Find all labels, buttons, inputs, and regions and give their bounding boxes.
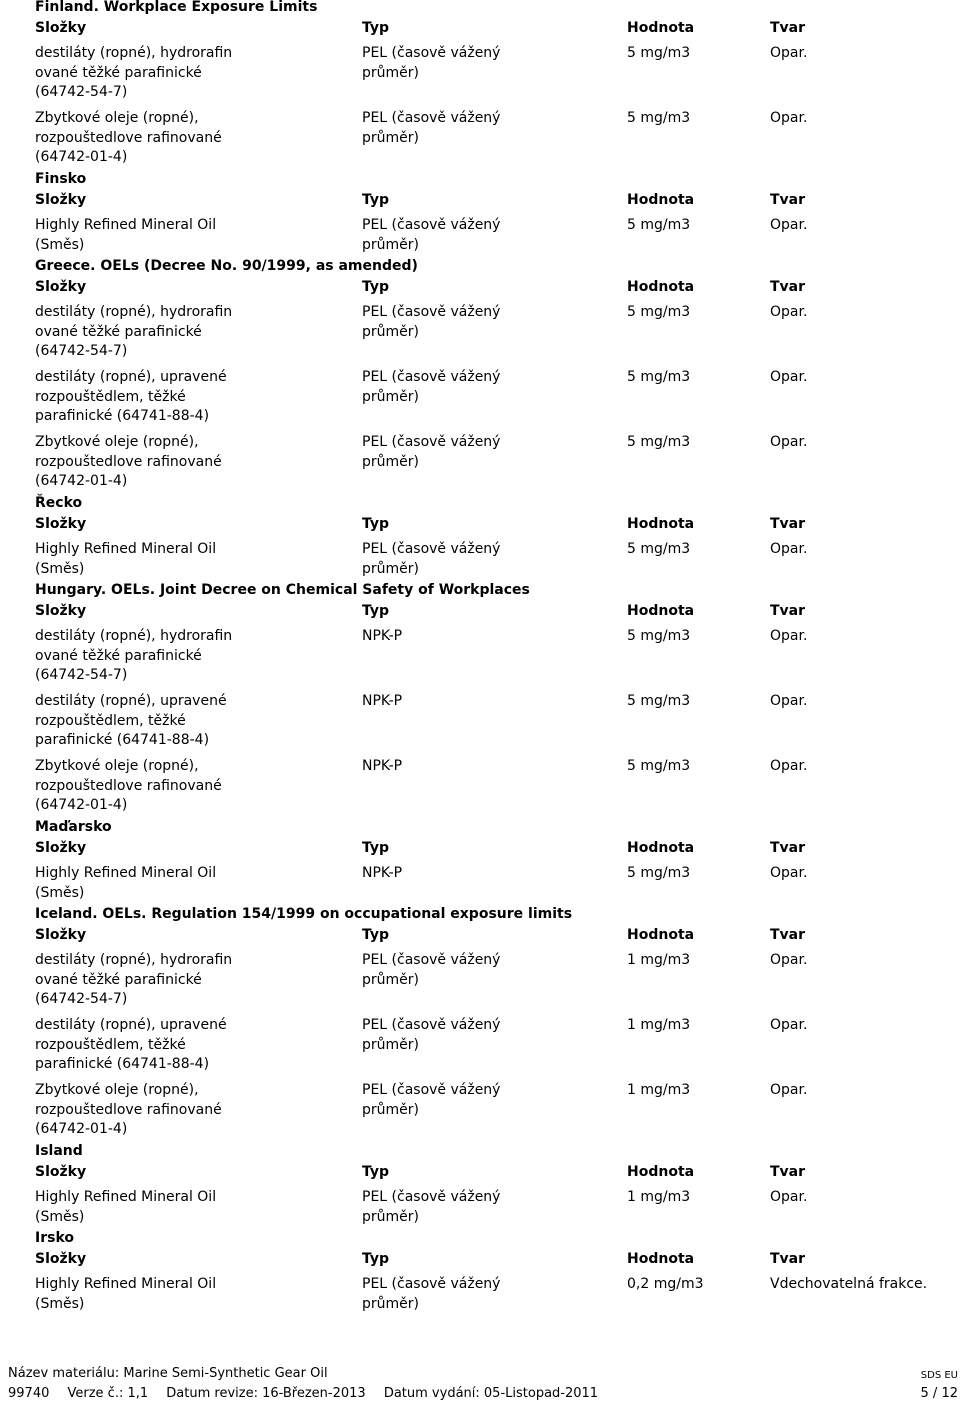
column-header-c3: Hodnota [627,1251,695,1267]
limit-value: 1 mg/m3 [627,1017,691,1033]
page-footer [8,1366,958,1406]
column-header-c1: Složky [35,1164,87,1180]
column-header-c2: Typ [362,603,390,619]
section-title: Iceland. OELs. Regulation 154/1999 on occupational exposure limits [35,906,573,922]
column-header-c1: Složky [35,840,87,856]
column-header-c1: Složky [35,279,87,295]
limit-form: Opar. [770,1082,808,1098]
column-header-c2: Typ [362,1164,390,1180]
table-row [35,433,955,492]
table-row [35,1275,955,1314]
limit-form: Opar. [770,952,808,968]
limit-value: 5 mg/m3 [627,304,691,320]
table-row [35,540,955,579]
component-name: Highly Refined Mineral Oil (Směs) [35,541,217,577]
component-name: Highly Refined Mineral Oil (Směs) [35,1276,217,1312]
limit-type: PEL (časově vážený průměr) [362,1017,501,1053]
limit-value: 5 mg/m3 [627,369,691,385]
revision-date: Datum revize: 16-Březen-2013 [166,1386,366,1401]
limit-type: NPK-P [362,628,403,644]
column-header-c4: Tvar [770,20,806,36]
product-code: 99740 [8,1386,50,1401]
section-title: Hungary. OELs. Joint Decree on Chemical Safety of Workplaces [35,582,530,598]
limit-value: 5 mg/m3 [627,217,691,233]
table-header [35,514,955,534]
limit-type: PEL (časově vážený průměr) [362,110,501,146]
limit-type: PEL (časově vážený průměr) [362,541,501,577]
column-header-c3: Hodnota [627,516,695,532]
limit-form: Opar. [770,541,808,557]
page-number: 5 / 12 [920,1386,958,1401]
limit-value: 0,2 mg/m3 [627,1276,704,1292]
table-header [35,190,955,210]
limit-value: 5 mg/m3 [627,758,691,774]
column-header-c1: Složky [35,1251,87,1267]
limit-type: PEL (časově vážený průměr) [362,45,501,81]
column-header-c2: Typ [362,20,390,36]
section-title: Finland. Workplace Exposure Limits [35,0,318,15]
component-name: destiláty (ropné), upravené rozpouštědlem, těžké parafinické (64741-88-4) [35,693,227,748]
document-info [8,1386,612,1401]
limit-type: PEL (časově vážený průměr) [362,952,501,988]
table-row [35,303,955,362]
section-title: Island [35,1143,83,1159]
column-header-c1: Složky [35,516,87,532]
limit-type: PEL (časově vážený průměr) [362,369,501,405]
section-title: Finsko [35,171,87,187]
column-header-c3: Hodnota [627,279,695,295]
component-name: Highly Refined Mineral Oil (Směs) [35,865,217,901]
limit-type: PEL (časově vážený průměr) [362,304,501,340]
limit-form: Opar. [770,693,808,709]
exposure-limits-content [35,0,955,1314]
version-number: Verze č.: 1,1 [67,1386,149,1401]
limit-type: NPK-P [362,693,403,709]
table-header [35,1249,955,1269]
limit-form: Opar. [770,369,808,385]
limit-value: 5 mg/m3 [627,693,691,709]
limit-value: 1 mg/m3 [627,1189,691,1205]
limits-section [35,1227,955,1314]
component-name: destiláty (ropné), upravené rozpouštědlem, těžké parafinické (64741-88-4) [35,369,227,424]
column-header-c3: Hodnota [627,840,695,856]
column-header-c1: Složky [35,927,87,943]
column-header-c3: Hodnota [627,192,695,208]
column-header-c3: Hodnota [627,603,695,619]
component-name: destiláty (ropné), upravené rozpouštědlem, těžké parafinické (64741-88-4) [35,1017,227,1072]
limits-section [35,816,955,903]
limit-type: PEL (časově vážený průměr) [362,1082,501,1118]
table-header [35,601,955,621]
limit-form: Opar. [770,628,808,644]
table-row [35,1016,955,1075]
limit-form: Opar. [770,217,808,233]
table-header [35,838,955,858]
component-name: Zbytkové oleje (ropné), rozpouštedlove rafinované (64742-01-4) [35,1082,222,1137]
table-row [35,692,955,751]
limit-value: 1 mg/m3 [627,952,691,968]
exposure-limit-sections [35,0,955,1314]
limit-form: Opar. [770,1017,808,1033]
component-name: Zbytkové oleje (ropné), rozpouštedlove rafinované (64742-01-4) [35,110,222,165]
component-name: destiláty (ropné), hydrorafin ované těžké parafinické (64742-54-7) [35,45,233,100]
material-name: Název materiálu: Marine Semi-Synthetic Gear Oil [8,1366,328,1381]
table-row [35,216,955,255]
table-header [35,1162,955,1182]
component-name: Zbytkové oleje (ropné), rozpouštedlove rafinované (64742-01-4) [35,434,222,489]
column-header-c2: Typ [362,279,390,295]
component-name: destiláty (ropné), hydrorafin ované těžké parafinické (64742-54-7) [35,304,233,359]
limit-form: Opar. [770,110,808,126]
limit-type: PEL (časově vážený průměr) [362,434,501,470]
limit-value: 5 mg/m3 [627,110,691,126]
table-row [35,757,955,816]
column-header-c4: Tvar [770,516,806,532]
limit-type: NPK-P [362,865,403,881]
limit-value: 5 mg/m3 [627,434,691,450]
column-header-c1: Složky [35,192,87,208]
column-header-c3: Hodnota [627,1164,695,1180]
limit-form: Opar. [770,45,808,61]
section-title: Řecko [35,495,83,511]
column-header-c4: Tvar [770,192,806,208]
column-header-c3: Hodnota [627,927,695,943]
column-header-c4: Tvar [770,1251,806,1267]
limits-section [35,168,955,255]
limit-form: Vdechovatelná frakce. [770,1276,928,1292]
column-header-c4: Tvar [770,1164,806,1180]
limit-value: 1 mg/m3 [627,1082,691,1098]
section-title: Greece. OELs (Decree No. 90/1999, as amended) [35,258,418,274]
table-header [35,925,955,945]
component-name: Highly Refined Mineral Oil (Směs) [35,1189,217,1225]
section-title: Irsko [35,1230,74,1246]
column-header-c2: Typ [362,1251,390,1267]
limits-section [35,903,955,1140]
column-header-c1: Složky [35,20,87,36]
column-header-c4: Tvar [770,840,806,856]
limit-type: NPK-P [362,758,403,774]
component-name: destiláty (ropné), hydrorafin ované těžké parafinické (64742-54-7) [35,952,233,1007]
limit-type: PEL (časově vážený průměr) [362,217,501,253]
column-header-c1: Složky [35,603,87,619]
component-name: destiláty (ropné), hydrorafin ované těžké parafinické (64742-54-7) [35,628,233,683]
limit-form: Opar. [770,865,808,881]
limit-type: PEL (časově vážený průměr) [362,1189,501,1225]
issue-date: Datum vydání: 05-Listopad-2011 [383,1386,599,1401]
limits-section [35,579,955,816]
limits-section [35,492,955,579]
limits-section [35,0,955,168]
limit-form: Opar. [770,758,808,774]
component-name: Highly Refined Mineral Oil (Směs) [35,217,217,253]
table-row [35,1081,955,1140]
table-header [35,18,955,38]
table-row [35,864,955,903]
column-header-c3: Hodnota [627,20,695,36]
column-header-c4: Tvar [770,603,806,619]
limit-value: 5 mg/m3 [627,865,691,881]
table-header [35,277,955,297]
column-header-c4: Tvar [770,927,806,943]
section-title: Maďarsko [35,819,112,835]
table-row [35,951,955,1010]
column-header-c2: Typ [362,192,390,208]
limit-form: Opar. [770,1189,808,1205]
table-row [35,368,955,427]
column-header-c2: Typ [362,840,390,856]
limit-form: Opar. [770,434,808,450]
column-header-c2: Typ [362,516,390,532]
table-row [35,1188,955,1227]
limit-value: 5 mg/m3 [627,45,691,61]
table-row [35,627,955,686]
sds-label: SDS EU [920,1370,958,1381]
column-header-c2: Typ [362,927,390,943]
limit-form: Opar. [770,304,808,320]
limit-value: 5 mg/m3 [627,541,691,557]
table-row [35,44,955,103]
column-header-c4: Tvar [770,279,806,295]
limit-value: 5 mg/m3 [627,628,691,644]
limits-section [35,1140,955,1227]
table-row [35,109,955,168]
limits-section [35,255,955,492]
limit-type: PEL (časově vážený průměr) [362,1276,501,1312]
component-name: Zbytkové oleje (ropné), rozpouštedlove rafinované (64742-01-4) [35,758,222,813]
